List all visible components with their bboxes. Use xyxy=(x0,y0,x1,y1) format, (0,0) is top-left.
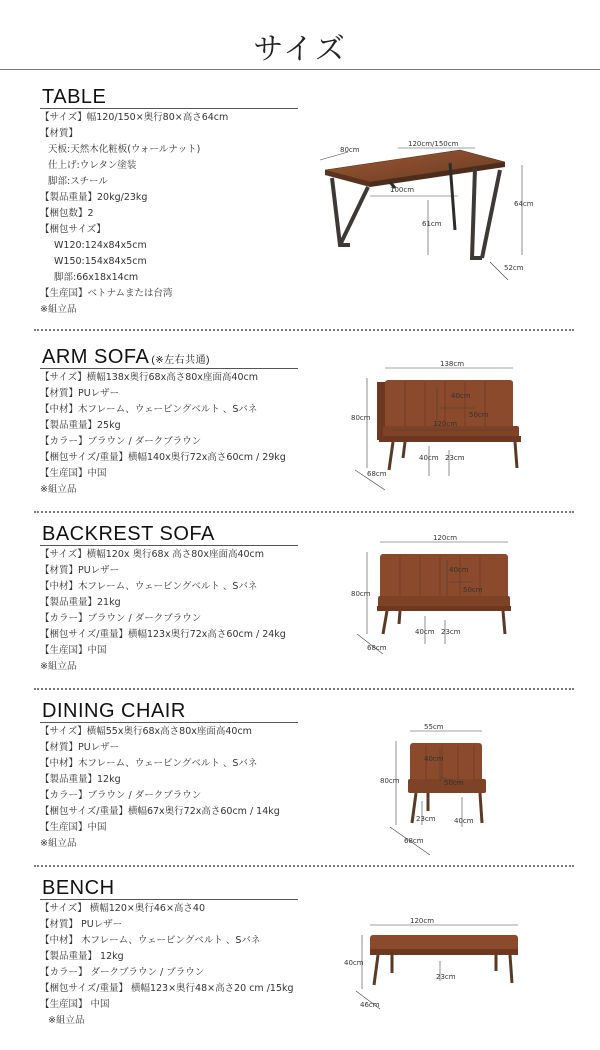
dim-inner: 100cm xyxy=(390,186,415,194)
arm-sofa-diagram xyxy=(345,358,565,498)
spec-list xyxy=(40,370,286,498)
spec-line: 【サイズ】横幅120x 奥行68x 高さ80x座面高40cm xyxy=(40,549,265,560)
spec-line: 脚部:66x18x14cm xyxy=(54,272,139,283)
spec-line: 【カラー】ブラウン / ダークブラウン xyxy=(40,613,202,624)
spec-line: 仕上げ:ウレタン塗装 xyxy=(48,160,137,171)
spec-list xyxy=(40,547,286,675)
dim-width: 120cm xyxy=(410,917,435,925)
section-rule xyxy=(40,899,298,900)
spec-line: 【梱包数】2 xyxy=(40,208,94,219)
spec-line: 【生産国】中国 xyxy=(40,822,107,833)
spec-line: 【サイズ】幅120/150×奥行80×高さ64cm xyxy=(40,112,229,123)
dim-leg: 23cm xyxy=(436,973,456,981)
section-rule xyxy=(40,108,298,109)
section-rule xyxy=(40,545,298,546)
spec-line: ※組立品 xyxy=(40,661,77,672)
spec-line: 【梱包サイズ/重量】横幅123x奥行72x高さ60cm / 24kg xyxy=(40,629,286,640)
dim-width: 120cm/150cm xyxy=(408,140,459,148)
spec-list xyxy=(40,901,294,1029)
spec-line: 【梱包サイズ/重量】横幅140x奥行72x高さ60cm / 29kg xyxy=(40,452,286,463)
dim-height: 64cm xyxy=(514,200,534,208)
spec-line: 【サイズ】横幅138x奥行68x高さ80x座面高40cm xyxy=(40,372,258,383)
spec-line: 【サイズ】 横幅120×奥行46×高さ40 xyxy=(40,903,205,914)
dim-leg: 23cm xyxy=(441,628,461,636)
dim-seat-depth: 50cm xyxy=(469,411,489,419)
spec-line: 【梱包サイズ】 xyxy=(40,224,106,235)
backrest-sofa-diagram xyxy=(345,530,565,665)
spec-line: 【サイズ】横幅55x奥行68x高さ80x座面高40cm xyxy=(40,726,252,737)
section-title-suffix: (※左右共通) xyxy=(151,355,210,366)
page-title: サイズ xyxy=(253,32,347,67)
spec-line: 【製品重量】25kg xyxy=(40,420,121,431)
section-title: TABLE xyxy=(42,86,107,108)
spec-line: 【製品重量】21kg xyxy=(40,597,121,608)
dim-width: 55cm xyxy=(424,723,444,731)
dim-seat-depth: 50cm xyxy=(444,779,464,787)
dim-back: 40cm xyxy=(424,755,444,763)
spec-line: ※組立品 xyxy=(40,838,77,849)
spec-line: ※組立品 xyxy=(40,484,77,495)
bench-diagram xyxy=(340,905,540,1020)
spec-line: 【製品重量】 12kg xyxy=(40,951,124,962)
dim-clear: 61cm xyxy=(422,220,442,228)
spec-line: 【材質】PUレザー xyxy=(40,742,120,753)
dim-leg: 52cm xyxy=(504,264,524,272)
spec-line: 【梱包サイズ/重量】 横幅123×奥行48×高さ20 cm /15kg xyxy=(40,983,294,994)
dim-inner: 120cm xyxy=(433,420,458,428)
section-title: BENCH xyxy=(42,877,115,899)
spec-line: 【材質】PUレザー xyxy=(40,565,120,576)
dim-height: 80cm xyxy=(351,414,371,422)
dim-height: 40cm xyxy=(344,959,364,967)
spec-line: 【中材】 木フレーム、ウェービングベルト 、Sバネ xyxy=(40,935,261,946)
section-rule xyxy=(40,722,298,723)
spec-line: 【材質】 PUレザー xyxy=(40,919,123,930)
dim-seat-height: 40cm xyxy=(419,454,439,462)
dim-depth: 68cm xyxy=(367,470,387,478)
dim-back: 40cm xyxy=(451,392,471,400)
title-divider xyxy=(0,69,600,70)
section-title-text: ARM SOFA xyxy=(42,346,150,368)
section-title xyxy=(42,346,210,369)
spec-line: 【製品重量】20kg/23kg xyxy=(40,192,148,203)
table-diagram xyxy=(310,130,560,290)
dim-seat-depth: 50cm xyxy=(463,586,483,594)
spec-line: 【製品重量】12kg xyxy=(40,774,121,785)
dim-width: 138cm xyxy=(440,360,465,368)
dim-back: 40cm xyxy=(449,566,469,574)
spec-line: W120:124x84x5cm xyxy=(54,240,147,251)
spec-line: ※組立品 xyxy=(40,304,77,315)
spec-line: 【生産国】ベトナムまたは台湾 xyxy=(40,288,173,299)
spec-line: 【梱包サイズ/重量】横幅67x奥行72x高さ60cm / 14kg xyxy=(40,806,280,817)
spec-line: 【中材】木フレーム、ウェービングベルト 、Sバネ xyxy=(40,758,258,769)
spec-line: 【生産国】中国 xyxy=(40,645,107,656)
dim-height: 80cm xyxy=(351,590,371,598)
dim-height: 80cm xyxy=(380,777,400,785)
dim-depth: 68cm xyxy=(404,837,424,845)
section-divider xyxy=(34,511,574,513)
spec-line: 【カラー】ブラウン / ダークブラウン xyxy=(40,436,202,447)
dim-leg: 23cm xyxy=(416,815,436,823)
spec-line: 【材質】PUレザー xyxy=(40,388,120,399)
section-title: DINING CHAIR xyxy=(42,700,186,722)
section-title: BACKREST SOFA xyxy=(42,523,215,545)
spec-line: W150:154x84x5cm xyxy=(54,256,147,267)
spec-line: 【カラー】ブラウン / ダークブラウン xyxy=(40,790,202,801)
spec-line: ※組立品 xyxy=(48,1015,85,1026)
spec-line: 【中材】木フレーム、ウェービングベルト 、Sバネ xyxy=(40,404,258,415)
spec-line: 【カラー】 ダークブラウン / ブラウン xyxy=(40,967,205,978)
dim-depth: 68cm xyxy=(367,644,387,652)
spec-line: 【生産国】 中国 xyxy=(40,999,110,1010)
spec-list xyxy=(40,724,280,852)
section-divider xyxy=(34,688,574,690)
spec-line: 【中材】木フレーム、ウェービングベルト 、Sバネ xyxy=(40,581,258,592)
section-rule xyxy=(40,368,298,369)
dim-width: 120cm xyxy=(433,534,458,542)
dim-depth: 46cm xyxy=(360,1001,380,1009)
section-divider xyxy=(34,865,574,867)
spec-list xyxy=(40,110,228,318)
section-divider xyxy=(34,329,574,331)
dim-seat-height: 40cm xyxy=(454,817,474,825)
dim-arm: 23cm xyxy=(445,454,465,462)
spec-line: 脚部:スチール xyxy=(48,176,108,187)
spec-line: 【生産国】中国 xyxy=(40,468,107,479)
spec-line: 【材質】 xyxy=(40,128,79,139)
dim-depth: 80cm xyxy=(340,146,360,154)
spec-line: 天板:天然木化粧板(ウォールナット) xyxy=(48,144,201,155)
dining-chair-diagram xyxy=(370,715,530,865)
dim-seat-height: 40cm xyxy=(415,628,435,636)
